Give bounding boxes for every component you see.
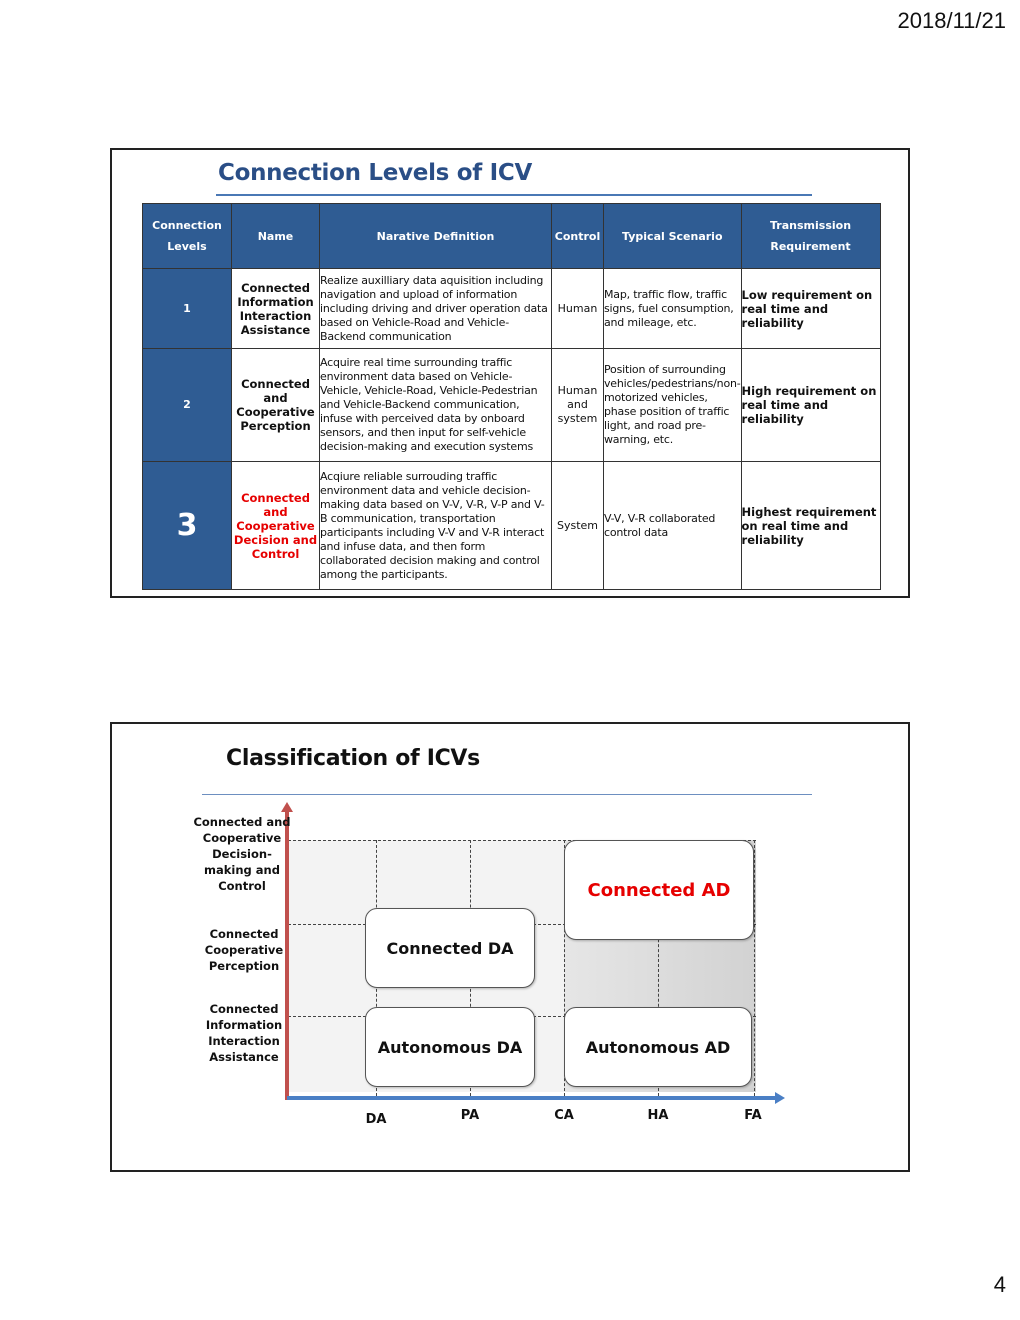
table-row [143, 349, 881, 462]
control-cell: System [552, 462, 604, 590]
title-underline [216, 194, 812, 196]
x-axis-label: FA [744, 1108, 762, 1123]
column-header: Narative Definition [320, 204, 552, 269]
name-cell: Connected and Cooperative Perception [232, 349, 320, 462]
requirement-cell: Low requirement on real time and reliability [741, 269, 880, 349]
page-number: 4 [993, 1272, 1006, 1297]
slide-connection-levels [110, 148, 910, 598]
column-header: Transmission Requirement [741, 204, 880, 269]
level-cell: 2 [143, 349, 232, 462]
column-header: Control [552, 204, 604, 269]
x-axis-label: CA [554, 1108, 574, 1123]
definition-cell: Acqiure reliable surrouding traffic environment data and vehicle decision-making data based on V-V, V-R, V-P and V-B communication, transportation participants including V-V and V-R interact and infuse data, and then form collaborated decision making and control among the participants. [320, 462, 552, 590]
y-axis-label: Connected and Cooperative Decision-making and Control [193, 815, 291, 893]
column-header: Typical Scenario [604, 204, 742, 269]
table-row [143, 462, 881, 590]
definition-cell: Acquire real time surrounding traffic environment data based on Vehicle-Vehicle, Vehicle-Road, Vehicle-Pedestrian and Vehicle-Backend communication, infuse with perceived data by onboard sensors, and then input for self-vehicle decision-making and execution systems [320, 349, 552, 462]
column-header: Connection Levels [143, 204, 232, 269]
scenario-cell: Map, traffic flow, traffic signs, fuel consumption, and mileage, etc. [604, 269, 742, 349]
y-axis-label: Connected Cooperative Perception [204, 927, 284, 973]
connected-ad-box: Connected AD [564, 840, 754, 940]
name-cell: Connected Information Interaction Assistance [232, 269, 320, 349]
scenario-cell: Position of surrounding vehicles/pedestrians/non-motorized vehicles, phase position of traffic light, and road pre-warning, etc. [604, 349, 742, 462]
definition-cell: Realize auxilliary data aquisition including navigation and upload of information including driving and driver operation data based on Vehicle-Road and Vehicle-Backend communication [320, 269, 552, 349]
autonomous-da-box: Autonomous DA [365, 1007, 535, 1087]
grid-line [754, 840, 755, 1096]
autonomous-ad-box: Autonomous AD [564, 1007, 752, 1087]
y-axis-arrow [281, 802, 293, 812]
scenario-cell: V-V, V-R collaborated control data [604, 462, 742, 590]
control-cell: Human and system [552, 349, 604, 462]
classification-diagram [112, 724, 908, 1170]
x-axis-label: PA [460, 1108, 480, 1123]
header-date: 2018/11/21 [897, 8, 1006, 33]
slide-title: Connection Levels of ICV [218, 160, 533, 186]
slide-classification [110, 722, 910, 1172]
x-axis-label: HA [647, 1108, 669, 1123]
connected-da-box: Connected DA [365, 908, 535, 988]
x-axis-arrow [775, 1092, 785, 1104]
requirement-cell: Highest requirement on real time and reliability [741, 462, 880, 590]
x-axis [287, 1096, 777, 1100]
x-axis-label: DA [365, 1112, 387, 1127]
requirement-cell: High requirement on real time and reliability [741, 349, 880, 462]
table-header-row [143, 204, 881, 269]
level-cell: 1 [143, 269, 232, 349]
connection-levels-table [142, 203, 881, 590]
control-cell: Human [552, 269, 604, 349]
column-header: Name [232, 204, 320, 269]
name-cell: Connected and Cooperative Decision and Control [232, 462, 320, 590]
table-row [143, 269, 881, 349]
level-cell: 3 [143, 462, 232, 590]
y-axis-label: Connected Information Interaction Assistance [205, 1002, 283, 1064]
slide-title: Classification of ICVs [226, 746, 480, 771]
